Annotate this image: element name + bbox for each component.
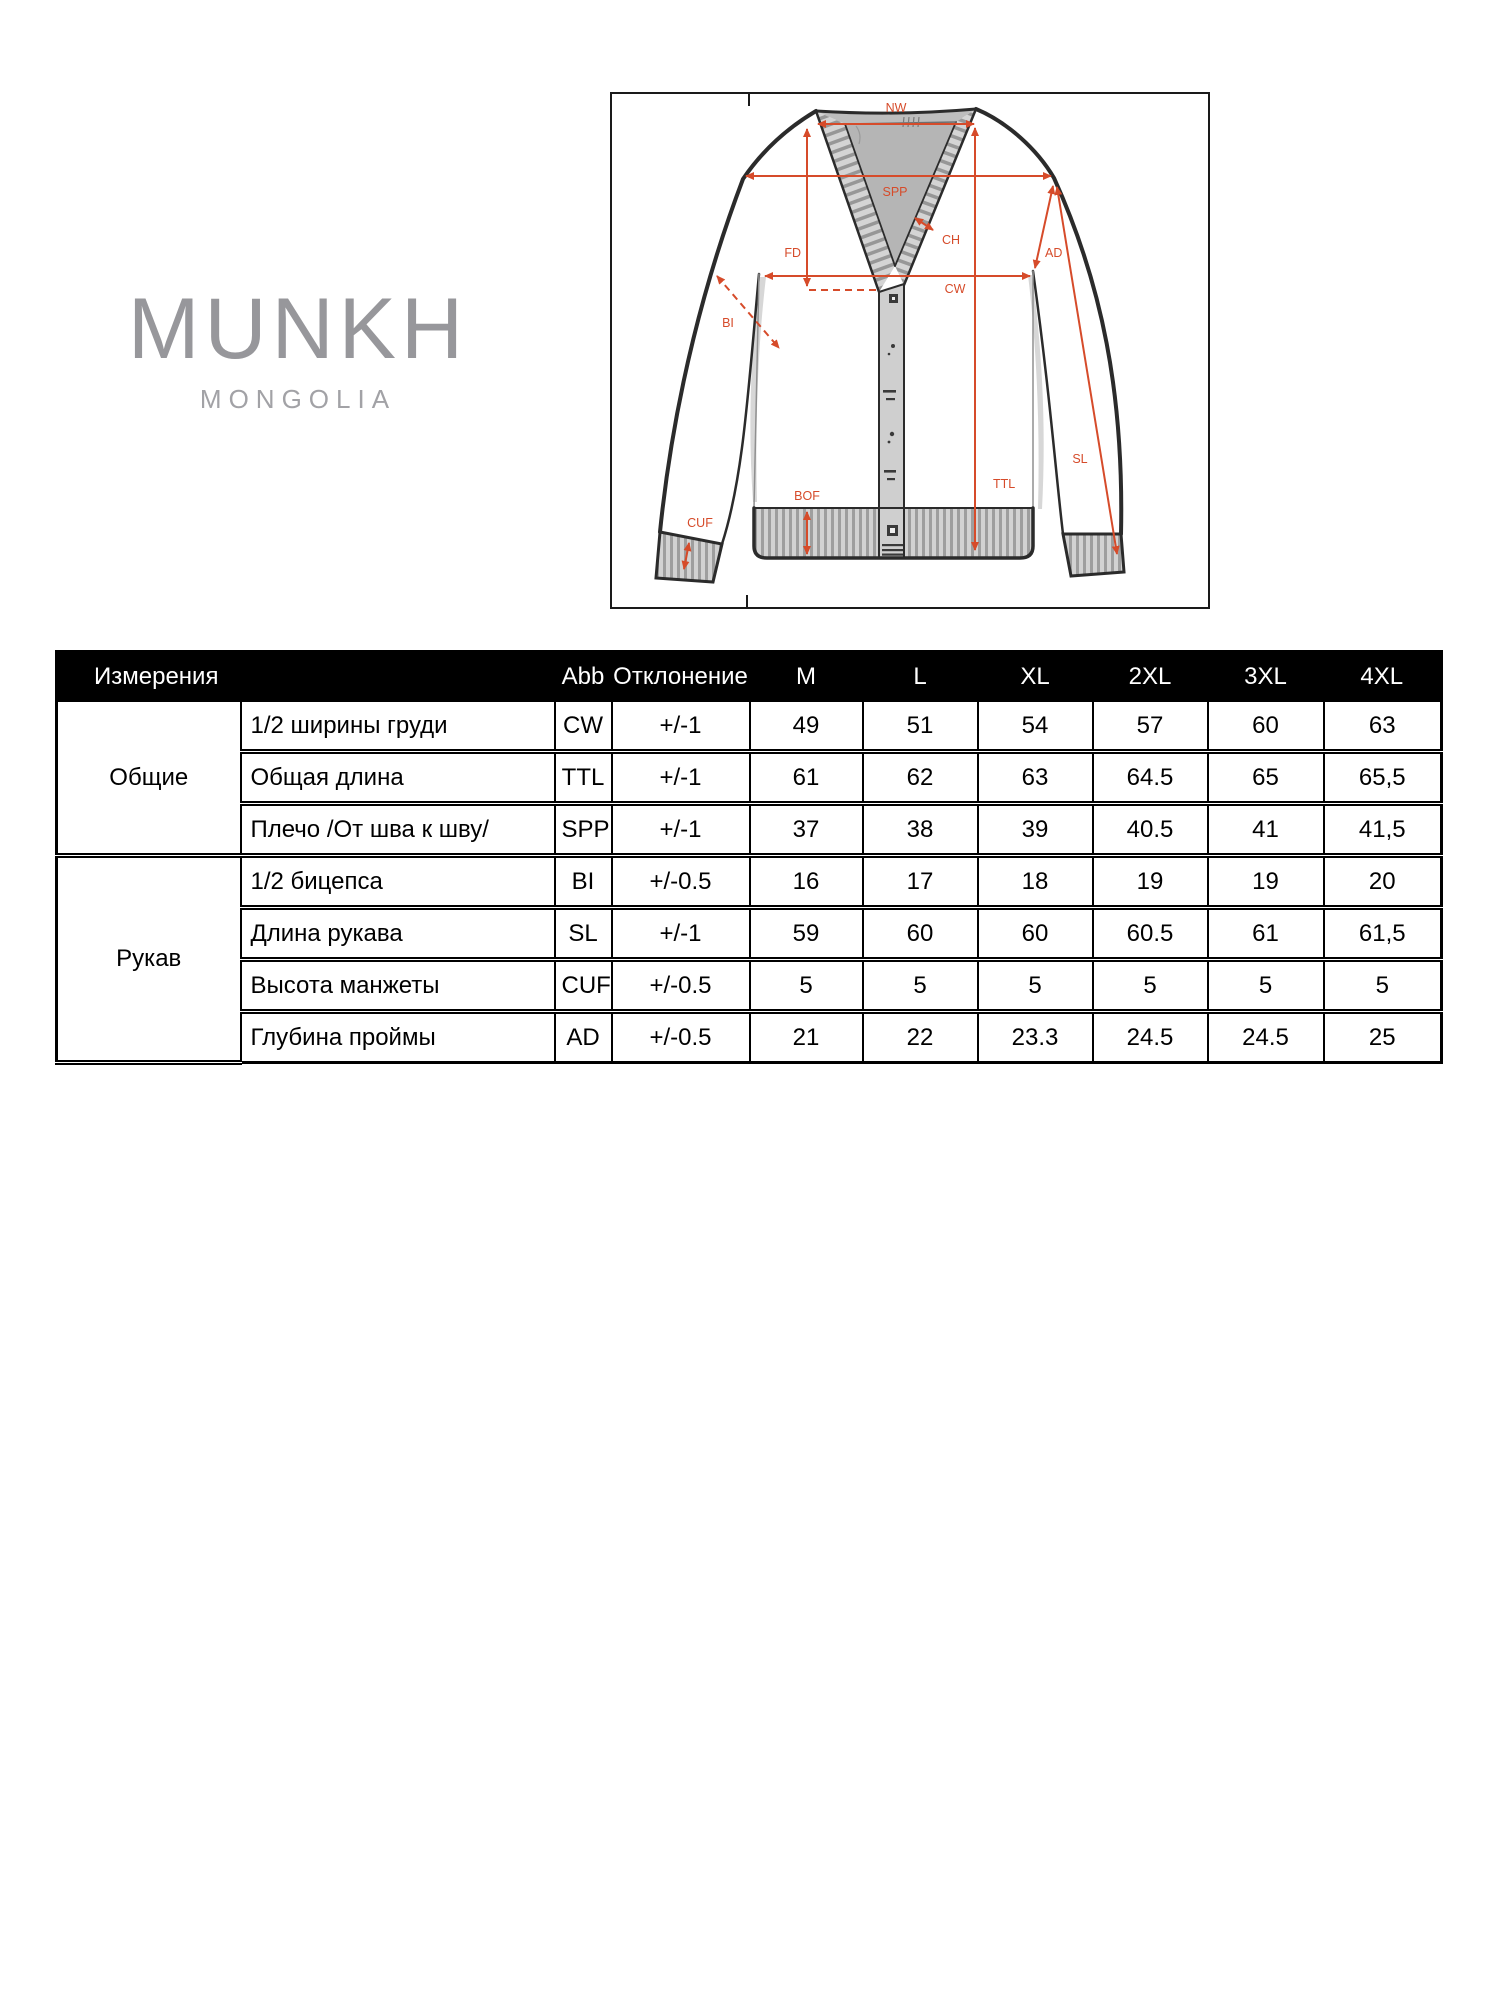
value-m: 37 (750, 804, 863, 856)
row-abb: CW (555, 701, 612, 752)
value-m: 21 (750, 1012, 863, 1063)
value-m: 16 (750, 856, 863, 908)
row-name: Общая длина (241, 752, 555, 804)
row-deviation: +/-1 (612, 804, 750, 856)
value-2xl: 60.5 (1093, 908, 1208, 960)
value-xl: 5 (978, 960, 1093, 1012)
row-abb: CUF (555, 960, 612, 1012)
size-measurement-table (55, 650, 1443, 1065)
group-label-general: Общие (57, 701, 241, 856)
row-name: Плечо /От шва к шву/ (241, 804, 555, 856)
table-row (57, 908, 1442, 960)
ch-label: CH (942, 233, 961, 247)
row-deviation: +/-0.5 (612, 960, 750, 1012)
cardigan-measurement-diagram (612, 94, 1208, 607)
garment-diagram-box (610, 92, 1210, 609)
value-3xl: 60 (1208, 701, 1324, 752)
table-row (57, 752, 1442, 804)
value-2xl: 40.5 (1093, 804, 1208, 856)
header-deviation: Отклонение (612, 652, 750, 702)
ttl-label: TTL (993, 477, 1016, 491)
row-abb: TTL (555, 752, 612, 804)
left-sleeve (660, 179, 759, 544)
value-3xl: 24.5 (1208, 1012, 1324, 1063)
value-xl: 54 (978, 701, 1093, 752)
row-name: Глубина проймы (241, 1012, 555, 1063)
group-label-sleeve: Рукав (57, 856, 241, 1063)
brand-logo-title: MUNKH (127, 281, 469, 377)
cw-label: CW (944, 282, 966, 296)
value-4xl: 5 (1324, 960, 1442, 1012)
value-l: 22 (863, 1012, 978, 1063)
value-xl: 63 (978, 752, 1093, 804)
row-deviation: +/-0.5 (612, 856, 750, 908)
header-size-l: L (863, 652, 978, 702)
table-row (57, 804, 1442, 856)
header-size-xl: XL (978, 652, 1093, 702)
value-l: 17 (863, 856, 978, 908)
value-xl: 18 (978, 856, 1093, 908)
value-4xl: 25 (1324, 1012, 1442, 1063)
row-abb: SPP (555, 804, 612, 856)
row-deviation: +/-1 (612, 752, 750, 804)
value-3xl: 65 (1208, 752, 1324, 804)
bof-label: BOF (794, 489, 820, 503)
header-size-m: M (750, 652, 863, 702)
row-deviation: +/-1 (612, 908, 750, 960)
value-xl: 60 (978, 908, 1093, 960)
table-row (57, 960, 1442, 1012)
row-name: Длина рукава (241, 908, 555, 960)
value-xl: 39 (978, 804, 1093, 856)
header-size-3xl: 3XL (1208, 652, 1324, 702)
header-abb: Abb (555, 652, 612, 702)
value-4xl: 20 (1324, 856, 1442, 908)
ad-label: AD (1045, 246, 1063, 260)
row-name: 1/2 бицепса (241, 856, 555, 908)
value-3xl: 61 (1208, 908, 1324, 960)
bi-label: BI (722, 316, 734, 330)
value-m: 61 (750, 752, 863, 804)
header-size-2xl: 2XL (1093, 652, 1208, 702)
value-l: 38 (863, 804, 978, 856)
value-3xl: 41 (1208, 804, 1324, 856)
value-2xl: 24.5 (1093, 1012, 1208, 1063)
value-4xl: 61,5 (1324, 908, 1442, 960)
row-abb: SL (555, 908, 612, 960)
value-2xl: 5 (1093, 960, 1208, 1012)
value-4xl: 65,5 (1324, 752, 1442, 804)
value-xl: 23.3 (978, 1012, 1093, 1063)
table-row (57, 701, 1442, 752)
value-4xl: 41,5 (1324, 804, 1442, 856)
sl-label: SL (1072, 452, 1088, 466)
fd-label: FD (784, 246, 801, 260)
button-placket (879, 284, 904, 558)
value-l: 62 (863, 752, 978, 804)
brand-logo (108, 281, 488, 415)
table-header-row (57, 652, 1442, 702)
value-3xl: 5 (1208, 960, 1324, 1012)
value-2xl: 64.5 (1093, 752, 1208, 804)
value-l: 60 (863, 908, 978, 960)
brand-logo-subtitle: MONGOLIA (199, 384, 397, 414)
table-row (57, 856, 1442, 908)
row-deviation: +/-1 (612, 701, 750, 752)
value-l: 51 (863, 701, 978, 752)
row-deviation: +/-0.5 (612, 1012, 750, 1063)
value-2xl: 57 (1093, 701, 1208, 752)
nw-label: NW (885, 101, 907, 115)
row-name: 1/2 ширины груди (241, 701, 555, 752)
row-abb: BI (555, 856, 612, 908)
header-size-4xl: 4XL (1324, 652, 1442, 702)
value-m: 59 (750, 908, 863, 960)
value-2xl: 19 (1093, 856, 1208, 908)
table-row (57, 1012, 1442, 1063)
value-3xl: 19 (1208, 856, 1324, 908)
header-measurements: Измерения (57, 652, 555, 702)
row-abb: AD (555, 1012, 612, 1063)
value-l: 5 (863, 960, 978, 1012)
value-m: 5 (750, 960, 863, 1012)
cuf-label: CUF (687, 516, 713, 530)
value-m: 49 (750, 701, 863, 752)
spp-label: SPP (882, 185, 908, 199)
row-name: Высота манжеты (241, 960, 555, 1012)
value-4xl: 63 (1324, 701, 1442, 752)
